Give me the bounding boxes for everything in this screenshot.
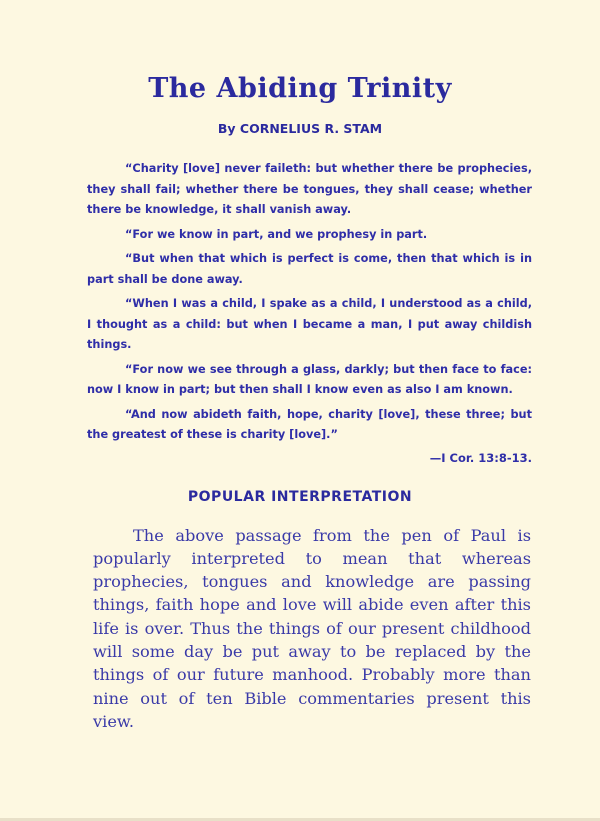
scripture-verse: “For now we see through a glass, darkly; but then face to face: now I know in part; but then shall I know even as also I am known. <box>87 362 532 396</box>
scripture-verse: “And now abideth faith, hope, charity [love], these three; but the greatest of these is charity [love].” <box>87 407 532 441</box>
scripture-reference: —I Cor. 13:8-13. <box>429 450 532 465</box>
scripture-verse: “But when that which is perfect is come, then that which is in part shall be done away. <box>87 252 532 286</box>
section-heading: POPULAR INTERPRETATION <box>187 488 413 505</box>
scripture-quote <box>87 159 532 446</box>
scripture-verse: “For we know in part, and we prophesy in part. <box>125 227 428 241</box>
body-text <box>93 524 531 734</box>
scripture-verse: “Charity [love] never faileth: but whether there be prophecies, they shall fail; whether there be tongues, they shall cease; whether there be knowledge, it shall vanish away. <box>87 162 532 216</box>
body-paragraph: The above passage from the pen of Paul is popularly interpreted to mean that whereas prophecies, tongues and knowledge are passing things, faith hope and love will abide even after this life is over. Thus the things of our present childhood will some day be put away to be replaced by the things of our future manhood. Probably more than nine out of ten Bible commentaries present this view. <box>93 525 531 731</box>
scripture-verse: “When I was a child, I spake as a child, I understood as a child, I thought as a child: but when I became a man, I put away childish things. <box>87 297 532 351</box>
page-title: The Abiding Trinity <box>148 73 452 104</box>
author-byline: By CORNELIUS R. STAM <box>217 121 383 136</box>
